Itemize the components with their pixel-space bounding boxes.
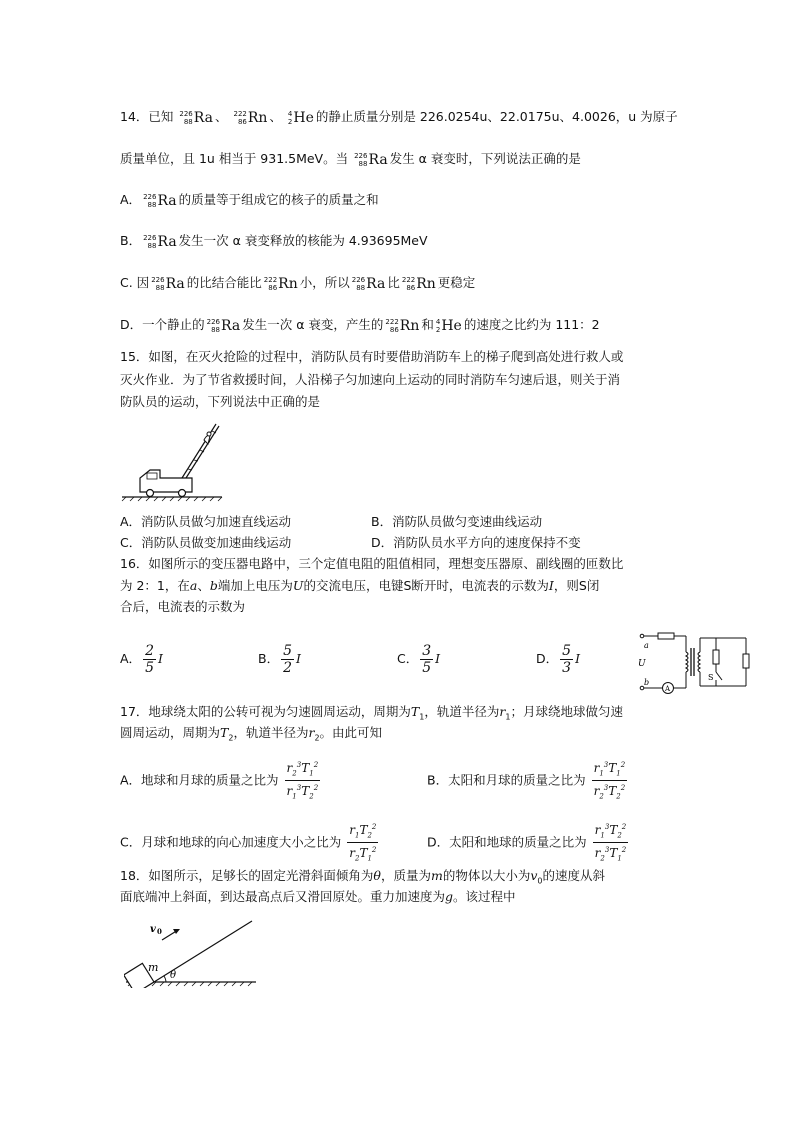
q17-line1: 17．地球绕太阳的公转可视为匀速圆周运动，周期为$T_1$，轨道半径为$r_1$；月球绕地球做匀速 — [120, 704, 623, 722]
nuclide-he: 4 2 He — [287, 109, 314, 126]
q16-option-d: D． $\frac{5}{3}$ I — [536, 643, 581, 676]
q15-line3: 防队员的运动，下列说法中正确的是 — [120, 394, 321, 409]
q17-option-b: B．太阳和月球的质量之比为 $\frac{r_1^3T_1^2}{r_2^3T_2^2}$ — [427, 758, 629, 804]
nuclide-ra: 226 88 Ra — [179, 109, 213, 126]
q14-option-a: A． 226 88 Ra 的质量等于组成它的核子的质量之和 — [120, 192, 379, 209]
q15-option-b: B．消防队员做匀变速曲线运动 — [371, 514, 543, 529]
q16-option-c: C． $\frac{3}{5}$ I — [397, 643, 441, 676]
q16-option-a: A． $\frac{2}{5}$ I — [120, 643, 163, 676]
q15-option-a: A．消防队员做匀加速直线运动 — [120, 514, 292, 529]
q17-option-d: D．太阳和地球的质量之比为 $\frac{r_1^3T_2^2}{r_2^3T_1^2}$ — [427, 820, 630, 866]
q16-line3: 合后，电流表的示数为 — [120, 599, 246, 614]
q16-line2: 为 2：1，在a、b端加上电压为U的交流电压，电键S断开时，电流表的示数为I，则S闭 — [120, 578, 600, 593]
velocity-subscript: 0 — [157, 927, 162, 936]
angle-theta-label: θ — [170, 970, 177, 981]
transformer-circuit-figure — [636, 628, 754, 698]
q14-line2: 质量单位，且 1u 相当于 931.5MeV。当 226 88 Ra 发生 α 衰变时，下列说法正确的是 — [120, 151, 581, 168]
q16-line1: 16．如图所示的变压器电路中，三个定值电阻的阻值相同，理想变压器原、副线圈的匝数比 — [120, 556, 624, 571]
velocity-arrow-icon — [173, 929, 180, 934]
q15-option-d: D．消防队员水平方向的速度保持不变 — [371, 535, 581, 550]
q18-line1: 18．如图所示，足够长的固定光滑斜面倾角为θ，质量为m的物体以大小为$v_0$的速度从斜 — [120, 868, 606, 886]
mass-label: m — [148, 961, 159, 974]
q14-option-d: D．一个静止的 226 88 Ra 发生一次 α 衰变，产生的 222 86 Rn 和 4 2 He 的速度之比约为 111：2 — [120, 317, 600, 334]
ammeter-label: A — [665, 685, 671, 693]
incline-figure — [124, 916, 258, 988]
nuclide-rn: 222 86 Rn — [233, 109, 268, 126]
terminal-a-label: a — [644, 641, 649, 650]
q17-option-c: C．月球和地球的向心加速度大小之比为 $\frac{r_1T_2^2}{r_2T_1^2}$ — [120, 820, 380, 866]
q16-option-b: B． $\frac{5}{2}$ I — [258, 643, 301, 676]
q15-line2: 灭火作业．为了节省救援时间，人沿梯子匀加速向上运动的同时消防车匀速后退，则关于消 — [120, 372, 621, 387]
fire-truck-figure — [120, 420, 225, 502]
q18-line2: 面底端冲上斜面，到达最高点后又滑回原处。重力加速度为g。该过程中 — [120, 889, 516, 904]
q15-option-c: C．消防队员做变加速曲线运动 — [120, 535, 292, 550]
q14-option-b: B． 226 88 Ra 发生一次 α 衰变释放的核能为 4.93695MeV — [120, 233, 428, 250]
velocity-label: v — [150, 924, 156, 935]
q14-option-c: C. 因 226 88 Ra 的比结合能比 222 86 Rn 小，所以 226 88 Ra 比 222 86 Rn 更稳定 — [120, 275, 476, 292]
q17-line2: 圆周运动，周期为$T_2$，轨道半径为$r_2$。由此可知 — [120, 725, 383, 743]
switch-s-label: S — [708, 673, 714, 682]
q15-line1: 15．如图，在灭火抢险的过程中，消防队员有时要借助消防车上的梯子爬到高处进行救人或 — [120, 349, 624, 364]
q17-option-a: A．地球和月球的质量之比为 $\frac{r_2^3T_1^2}{r_1^3T_2^2}$ — [120, 758, 322, 804]
voltage-u-label: U — [638, 659, 646, 669]
q14-line1: 14．已知 226 88 Ra 、 222 86 Rn 、 4 2 He 的静止质量分别是 226.0254u、22.0175u、4.0026，u 为原子 — [120, 109, 678, 126]
terminal-b-label: b — [644, 678, 650, 687]
